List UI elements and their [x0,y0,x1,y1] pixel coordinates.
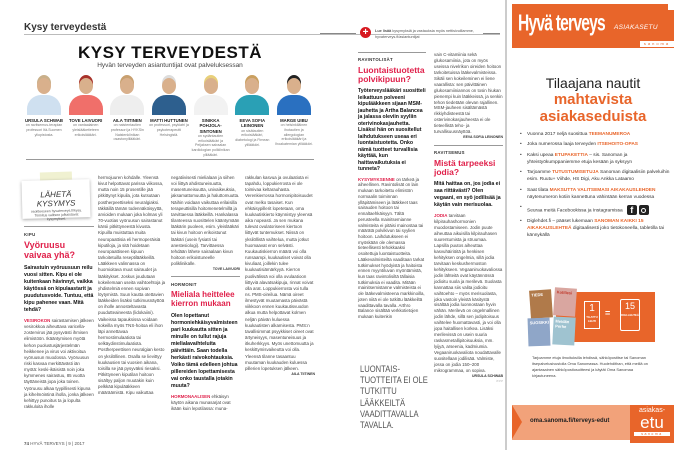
body-text: negatiivisesti mielialaan ja siihen voi liittyä ahdistuneisuutta, masentuneisuutta, univaikeuksia, jaksamattomuutta ja haluttomuutta. Näihin voidaan vaikuttaa erilaisilla terapeuttisilla hoitomenetelmillä ja tarvittaessa lääkkeillä. Hankalassa tilanteessa suosittelen kääntymään lääkärin puoleen, esim. yleislääkäri tai kivun hoitoon erikoistunut lääkäri (usein fysiatri tai anestesiologi). Tarvittaessa tehdään lähete sairaalaan kivun hoitoon erikoistuneelle poliklinikalle. [171,175,240,267]
article-title: Vyöruusu vaivaa yhä? [24,240,76,260]
expert-photo [191,75,231,115]
benefit-highlight: TEEMANUMEROA [588,132,631,137]
benefit-text: Kaksi upeaa [527,152,555,158]
send-question-note[interactable] [22,179,91,222]
article-question: Työterveyslääkäri suositteli leikattuun polveeni kipulääkkeen sijaan MSM-jauhetta ja Artha Balancea ja jalassa oleviin syyliin oterivinokasjauhetta. Lisäksi hän on suositellut laihdutukseen useaa eri luontaistuotetta. Onko nämä tuotteet turvallisia käyttää, kun haittavaikutuksia ei tunneta? [358,88,426,173]
page-footer [24,441,84,446]
benefit-text: – sis. Sanoman ja yhteistyökumppaniemme etuja kesään ja syksyyn [527,152,633,165]
lead-word: KYSYMYKSENNE [358,176,395,182]
article-title: Luontaistuotetta polvikipuun? [358,64,425,84]
plus-icon: + [360,27,371,38]
lead-word: JODIA [434,213,448,219]
expert-photo [149,75,189,115]
expert-description: on professori, psykiatri ja psykoterapeutti Helsingistä. [149,123,189,137]
article-title: Mieliala heittelee kierron mukaan [171,290,235,309]
expert-card [66,75,106,157]
benefit-highlight: MAKSUTTA VALITSEMASI AIKAKAUSLEHDEN [549,187,656,193]
signature: EEVA SOFIA LEINONEN [463,135,503,140]
benefit-list [520,132,670,243]
read-more-link: kysymyksiä ja vastauksia myös nettisivuillamme, hyvaterveys.fi/asiantuntijat [375,29,474,39]
page-number: 74 [24,441,30,446]
divider [320,33,356,34]
expert-name: MATTI HUTTUNEN [150,118,188,123]
signature: TOVE LAIVUORI [212,267,240,272]
benefit-item [520,205,670,215]
divider [26,159,314,160]
arrow-icon [512,405,522,439]
expert-card [232,75,272,157]
expert-description: on sydäntautien erikoislääkäri ja Peijaksen sairaalan kardiologian poliklinikan ylilääkäri. [191,134,230,157]
expert-photo [66,75,106,115]
expert-photo [232,75,272,115]
benefit-text: Vuonna 2017 neljä suosittua [527,132,589,137]
benefit-highlight: SANOMAN KAIKKI 15 AIKAKAUSLEHTEÄ [527,218,644,231]
benefit-text: Saat tilata [527,187,550,193]
send-question-title: LÄHETÄ KYSYMYS [36,189,76,209]
url-band[interactable] [512,405,630,440]
body-text: vain C-vitamiinia sekä glukosamiinia, jota on myös useissa nivelrikon oireiden hoitoon tarkoitetuissa lääkevalmisteissa. Sikäli sen kokeileminen ei liene vaarallista: sen päivittäinen glukosamiiniannos on tosin hiukan pienempi kuin lääkkeissä, ja senkin tehon tiedetään olevan rajallinen. MSM-jauheen sisältämästä rikkiyhdisteestä tai osterivinokasjauheesta ei ole tieteellistä teho- ja turvallisuusnäyttöä. [434,52,503,135]
article-category: HORMONIT [171,282,197,288]
ad-headline-accent: mahtavista asiakaseduista [539,91,647,125]
expert-description: on sisätautien erikoislääkäri, diabetologi ja Fimean ylilääkäri. [235,128,270,147]
expert-name: AILA TIITINEN [112,118,142,123]
article-question: Mitä haittaa on, jos jodia ei saa riittävästi? Olen vegaani, en syö jodilisää ja käytän vain merisuolaa. [434,181,501,209]
expert-description: on ravitsemus-terapian professori Itä-Suomen yliopistosta. [25,123,63,137]
read-more-text[interactable] [375,29,497,40]
benefit-text: Tarjoamme [527,170,553,176]
benefit-item [520,170,670,184]
benefit-highlight: TUTUSTUMISETUJA [552,170,599,176]
benefit-text: Diglehdet.fi – pääset lukemaan [527,218,595,224]
benefit-highlight: ITSEHOITO-OPAS [597,142,639,148]
signature: AILA TIITINEN [291,372,315,376]
ad-headline: Tilaajana nautit [545,75,641,91]
expert-photo [274,75,314,115]
article-ravintolisat-cont [434,52,503,384]
magazine-covers [530,290,578,345]
brand-logo: Hyvä terveys [518,11,605,37]
body-text: tarvitaan kilpirauhashormonien muodostamiseen. Jodin puute aiheuttaa aikuisilla kilpirauhasen suurentumista ja struumaa. Lapsilla puutos aiheuttaa kasvuhäiriöitä ja henkisen kehityksen ongelmia, sillä jodia tarvitaan keskushermoston kehitykseen. Vegaaniruokavaliossa jodin lähteitä ovat käytännössä jodioitu suola ja merilevä. Suolasta kannattaa siis valita jodioitu vaihtoehto – myös merisuolasta, joka vastoin yleistä käsitystä sisältää jodia luonnostaan hyvin vähän. Merilevä on ongelmallinen jodin lähde, sillä sen jodipitoisuus vaihtelee huomattavasti, ja voi olla jopa haitallisen korkea. Lisäksi merilevissä on usein suuria raskasmetallipitoisuuksia, mm. lyijyä, arseenia, kadmiumia. Vegaaniruokavaliota noudattavalle suositellaan jodilisää. Valmiste, jossa on jodia 150–200 mikrogrammaa, on sopiva. [434,213,503,373]
page-subtitle: Hyvän terveyden asiantuntijat ovat palveluksessan [97,62,243,69]
benefit-highlight: ETUPAKETTIA [554,152,588,158]
expert-name: TOVE LAIVUORI [68,118,103,123]
expert-description: on helsinkiläinen ihotautien ja allergologian erikoislääkäri ja Ihoakatemian ylilääkäri. [275,123,313,147]
benefit-text: Sanoman digitaalisiin palveluihin esim. Ruutu+ Viihde, HS Digi, Aku Ankka Lataamo [527,170,670,183]
benefit-text: Seuraa meitä Facebookissa ja Instagramissa [527,208,623,214]
body-text: ehkäisyn käytön aikana munasarjat ovat ikään kuin lepotilassa: muna- [171,394,231,412]
continue-arrows: >>> [495,378,503,384]
expert-card [191,75,231,157]
facebook-icon[interactable]: f [627,205,637,215]
read-more-label: Lue lisää [375,29,392,33]
article-kipu-cont [98,175,166,397]
benefit-item [520,219,670,240]
expert-name: MARGE UIBU [280,118,308,123]
article-kipu [24,226,94,410]
promo-left-label: TILATTU LEHTI [586,315,598,323]
benefit-item [520,132,670,139]
brand-sub: ASIAKASETU [614,24,658,31]
benefit-item [520,153,670,167]
fine-print: Tarjoamme etuja ilmoituksilla lehdissä, sähköpostitse tai Sanoman itsepalvelusivustolla Oma Sanomassa. Huolehdithan, että meillä on ajantasainen sähköpostiosoitteesi ja käytät Oma Sanomaa kirjautuneena. [532,355,648,378]
badge-line2: etu [640,413,664,432]
benefit-text: Joka numerossa laaja terveyden [527,142,598,148]
expert-photo [107,75,147,115]
promo-right-number: 15 [624,301,635,311]
benefit-item [520,142,670,149]
benefit-text: digitaalisesti joko tietokoneella, tabletilla tai kännykällä [527,225,665,238]
expert-name: URSULA SCHWAB [24,118,64,123]
experts-row [24,75,314,157]
magazine-cover: Kotiliesi [553,287,577,316]
magazine-cover: TIEDE [529,289,553,318]
article-category: RAVINTOLISÄT [358,57,393,62]
expert-name: SINIKKA POHJOLA-SINTONEN [199,118,222,134]
article-body [24,318,94,410]
promo-left-number: 1 [589,303,595,314]
expert-card [149,75,189,157]
tablet-icon [620,299,640,331]
pull-quote: LUONTAIS-TUOTTEITA EI OLE TUTKITTU LÄÄKKEILTÄ VAADITTAVALLA TAVALLA. [360,364,428,432]
asiakasetu-badge [630,405,674,443]
body-text: on tärkeä ja aiheellinen. Ravintolisät on lain mukaan tarkoitettu elimistön normaalin toiminnan ylläpitämiseen ja lääkkeet taas sairauden hoitoon tai ennaltaehkäisyyn. Tältä perusteella mainitsemianne valmisteita ei pitäisi mainostaa tai määrätä polvikivun tai syylien hoitoon. Laihdutukseen ei myöskään ole olemassa tieteellisesti tehokkaaksi osoitettuja luontaistuotteita. Lääkevalmisteilta vaaditaan tarkat tutkimukset hyödyistä ja haitoista ennen myyntiluvan myöntämistä, kun taas ravintolisiltä tällaisia tutkimuksia ei vaadita. Mitään mainitsemistanne valmisteista ei ole lääkevalmisteena markkinoilla, joten niitä ei ole tutkittu lääkkeiltä vaadittavalla tavalla. Arthro Balance sisältää verkkotietojen mukaan kuitenkin [358,176,425,320]
benefit-url[interactable]: oma.sanoma.fi/terveys-edut [530,418,610,424]
one-magazine-icon [584,301,600,329]
article-ravintolisat [358,52,426,320]
article-category: RAVITSEMUS [434,149,465,155]
page-title: KYSY TERVEYDESTÄ [77,43,263,62]
section-title: Kysy terveydestä [24,22,107,33]
badge-line1: asiakas- [638,407,666,414]
expert-photo [24,75,64,115]
benefit-text: näytenumeron kotiin kannettuna vähintään kerran vuodessa [527,194,655,200]
magazine-cover: SUOSIKKI [528,318,551,347]
article-question: Olen lopettanut hormoniehkäisyvalmisteen pari kuukautta sitten ja minulle on tullut rajuja mielialavaihteluita päivittäin. Saan todella herkästi raivokohtauksia. Voiko tämä edelleen johtua pillereiden lopettamisesta vai onko taustalla jotakin muuta? [171,312,238,389]
expert-name: EEVA SOFIA LEINONEN [239,118,266,129]
expert-card [107,75,147,157]
body-text: rakkulan kasvua ja ovulaatiota ei tapahdu, loppukierrosta ei ole toimivaa keltarauhasta. Verenkierrossa hormonipitoisuudet ovat melko tasaiset. Kun ehkäisypillerit lopetetaan, oma kuukautiskierto käynnistyy yleensä aika nopeasti. Ja sen mukana tulevat ovulatoriseen kiertoon liittyvät tuntemukset. Niissä on yksilöllistä vaihtelua, mutta jotkut huomaavat eron selvästi. Kuukautiskierron määrä voi olla runsaampi, kuukautiset voivat olla kivuliaat, joillekin tulee kuukautisiämärkyyä. Kierron puolivälissä voi olla ovulaatioon liittyviä alavatsakipuja, rinnat voivat olla arat. Loppukierrosta voi tulla ns. PMS-oireilua. Nämä oireet ilmestyvät muutamasta päivästä viikkoon ennen kuukautisvuodon alkua mutta helpottavat kolmen neljän päivän kuluessa kuukautisten alkamisesta. PMS:n tavallisimmat psyykkiset oireet ovat ärtyneisyys, masentuneisuus ja itkuherkkyys. Myös unettomuutta ja keskittymisvaikeutta voi olla. Yleensä tilanne tasaantuu muutaman kuukauden kuluessa pillerien lopetuksen jälkeen. [245,175,314,371]
body-text: hermojuuren kohdalle. Yleensä kivut helpottavat parissa viikossa, mutta noin 15 prosentille jää pitkittynyt kipuila, jota kutsutaan postherpeettiseksi neuralgiaksi. Iäkkäillä tämän todennäköisyyttä, arvioiden mukaan joka kolmas yli 70-vuotias vyöruusun sairastanut kärsii pitkittyneestä kivusta. Kipuilla muistuttaa muita neuropaattisia eli hermoperäisiä kiputiloja, ja sitä hoidetaan neuropaattiseen kipuun tarkoitetuilla reseptilääkkeillä. Lääkkeen valinnassa on huomioitava muut sairaudet ja lääkitykset. Joskus joudutaan kokeilemaan useita vaihtoehtoja ja yhdistelmiä ennen sopivan löytymistä. Suun kautta otettavien lääkkeiden lisäksi tutkimusnäyttöä on iholle annosteltavasta puudutteaineesta (lidokaiini). Vaikeissa tapauksissa voidaan kokeilla myös TNS-hoitoa eli ihon läpi annettavaa hermostimulaatiota tai selkäydinstimulaatiota. Postherpeettisen neuralgian kesto on yksilöllinen. Osalla se lievittyy kuukausien tai vuosien aikana, toisilla se jää pysyväksi riesaksi. Pitkittyneen kiputilan hoitoon sisältyy paljon muutakin kuin pelkkää kipulääkkeen määräämistä. Kipu vaikuttaa [98,175,166,396]
expert-card [24,75,64,157]
sanoma-logo: sanoma [640,41,674,47]
divider [483,33,500,34]
page-gutter [505,0,507,450]
article-category: KIPU [24,232,36,237]
lead-word: HORMONAALISEN [171,394,211,400]
expert-description: on naistentautien professori ja HYKSin Naistenklinikan osastonylilääkäri. [110,123,144,142]
brand-header [512,4,674,48]
body-text: sairastamisen jälkeen vesirokkoa aiheuttava varicella-zostervirus jää pysyvästi ihmisen elimistöön. Ikääntymisen myötä kehon puolustusjärjestelmän heikkenee ja virus voi aktivoitua vyöruusun muodossa. Vyöruusun riski kasvaa merkittävästi iän myötä: keski-ikäisistä noin joka kymmenes sairastuu, 85 vuotta täyttäneistä jopa joka toinen. Vyöruusu alkaa tyypillisesti kipuna ja kihelmöintinä iholla, jonka jälkeen kehittyy punoitus ta ja lopulta rakkuloita iholle [24,317,94,410]
article-question: Sairastuin vyöruusuun reilu vuosi sitten. Kipu ei ole kuitenkaan hävinnyt, vaikka käytössä on kipulaastarit ja puudutusvoide. Tuntuu, että kipu pahenee vaan. Mitä tehdä? [24,264,94,313]
footer-text: HYVÄ TERVEYS | 9 | 2017 [30,441,85,446]
lead-word: VESIROKON [24,317,51,323]
social-icons [627,205,649,215]
instagram-icon[interactable] [639,205,649,215]
article-hormonit-cont [245,175,315,377]
article-title: Mistä tarpeeksi jodia? [434,157,496,177]
promo-right-label: DIGI-LEHTEÄ [621,313,639,317]
badge-line3: sanoma [634,432,670,436]
corner-square [668,4,674,10]
equals-sign: = [605,308,611,318]
signature: URSULA SCHWAB [472,373,503,378]
send-question-text: osoitteeseen hyvaterveys.fi/kysy. Toimitus valitsee julkaistavat kysymykset. [30,208,82,222]
benefit-item [520,188,670,202]
expert-card [274,75,314,157]
magazine-cover: Meidän Perhe [552,316,575,345]
expert-description: on vantaalainen yleislääketieteen erikoislääkäri. [72,123,99,137]
article-kipu-end [171,175,240,412]
